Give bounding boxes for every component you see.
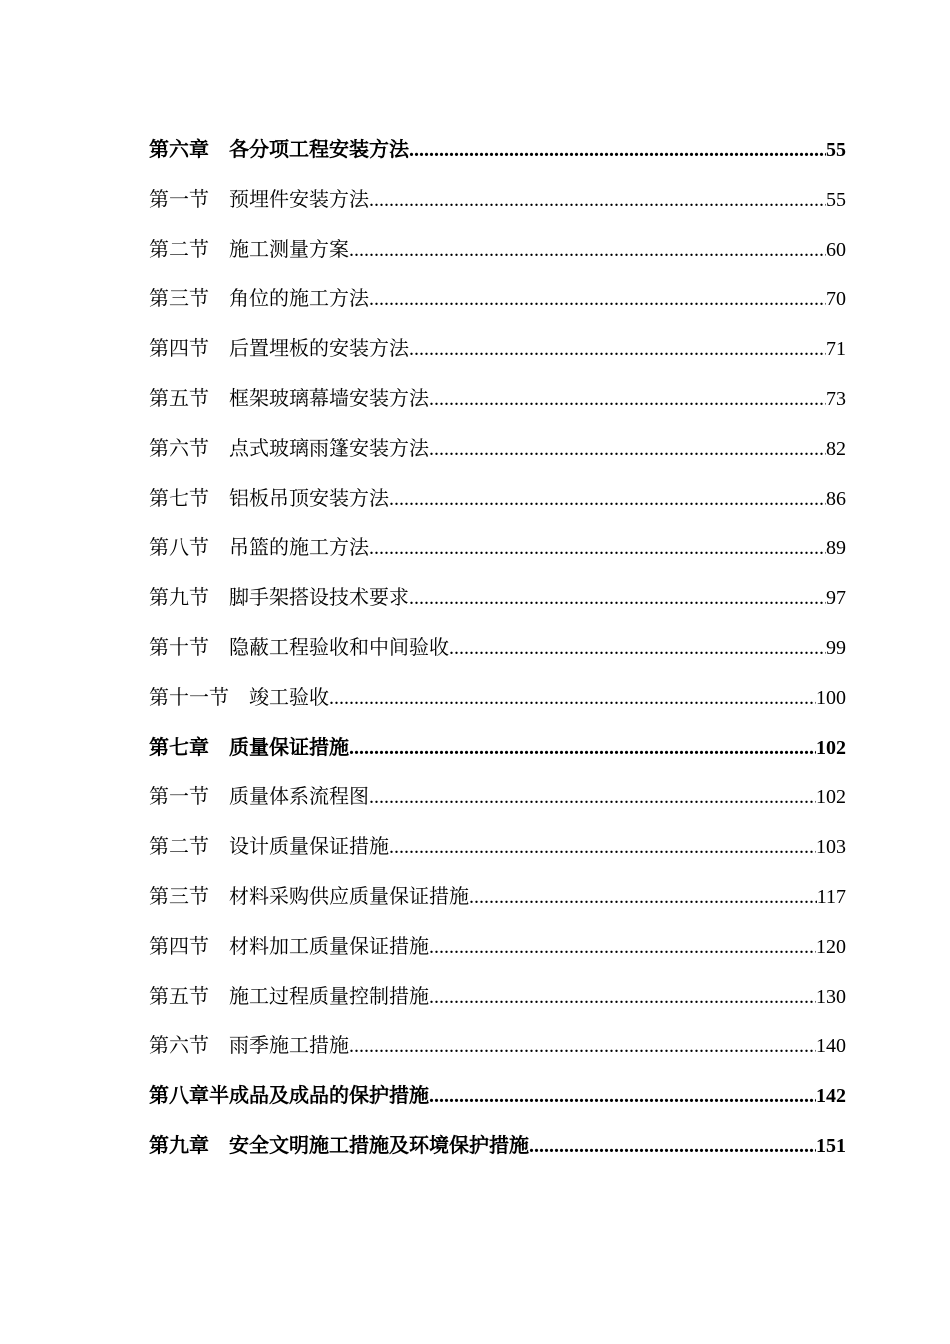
- toc-leader-dots: [409, 126, 826, 176]
- toc-label: 第七章: [149, 734, 209, 759]
- toc-separator: [209, 424, 229, 474]
- toc-title: 施工测量方案: [229, 236, 349, 261]
- toc-page-number: 151: [816, 1134, 846, 1157]
- toc-title: 质量体系流程图: [229, 784, 369, 809]
- toc-leader-dots: [369, 773, 816, 823]
- toc-title: 点式玻璃雨篷安装方法: [229, 435, 429, 460]
- toc-title: 质量保证措施: [229, 734, 349, 759]
- toc-label: 第四节: [149, 933, 209, 958]
- toc-section[interactable]: [149, 673, 846, 723]
- toc-title: 后置埋板的安装方法: [229, 336, 409, 361]
- toc-leader-dots: [429, 973, 816, 1023]
- toc-title: 角位的施工方法: [229, 286, 369, 311]
- toc-chapter-6[interactable]: [149, 125, 846, 175]
- toc-section[interactable]: [149, 922, 846, 972]
- toc-label: 第十节: [149, 634, 209, 659]
- toc-title: 预埋件安装方法: [229, 186, 369, 211]
- toc-title: 材料采购供应质量保证措施: [229, 883, 469, 908]
- toc-leader-dots: [349, 1022, 816, 1072]
- toc-leader-dots: [389, 823, 816, 873]
- toc-leader-dots: [429, 425, 826, 475]
- toc-separator: [209, 523, 229, 573]
- toc-separator: [209, 972, 229, 1022]
- toc-label: 第十一节: [149, 684, 229, 709]
- toc-separator: [209, 374, 229, 424]
- toc-title: 隐蔽工程验收和中间验收: [229, 634, 449, 659]
- toc-label: 第八节: [149, 535, 209, 560]
- toc-separator: [209, 623, 229, 673]
- toc-page-number: 55: [826, 139, 846, 161]
- toc-page-number: 120: [816, 935, 846, 958]
- toc-separator: [209, 573, 229, 623]
- toc-label: 第六章: [149, 137, 209, 161]
- toc-section[interactable]: [149, 225, 846, 275]
- toc-label: 第六节: [149, 1033, 209, 1058]
- toc-title: 材料加工质量保证措施: [229, 933, 429, 958]
- toc-title: 安全文明施工措施及环境保护措施: [229, 1132, 529, 1157]
- toc-label: 第一节: [149, 784, 209, 809]
- toc-page-number: 103: [816, 836, 846, 859]
- toc-section[interactable]: [149, 424, 846, 474]
- toc-page-number: 55: [826, 188, 846, 211]
- toc-chapter-7[interactable]: [149, 723, 846, 773]
- toc-label: 第九章: [149, 1132, 209, 1157]
- toc-page-number: 100: [816, 686, 846, 709]
- toc-title: 脚手架搭设技术要求: [229, 585, 409, 610]
- toc-leader-dots: [529, 1122, 816, 1172]
- toc-leader-dots: [449, 624, 826, 674]
- toc-section[interactable]: [149, 573, 846, 623]
- toc-label: 第二节: [149, 834, 209, 859]
- toc-label: 第三节: [149, 883, 209, 908]
- toc-section[interactable]: [149, 822, 846, 872]
- toc-title: 框架玻璃幕墙安装方法: [229, 385, 429, 410]
- toc-section[interactable]: [149, 175, 846, 225]
- toc-label: 第七节: [149, 485, 209, 510]
- toc-label: 第三节: [149, 286, 209, 311]
- toc-leader-dots: [429, 923, 816, 973]
- toc-leader-dots: [349, 724, 816, 774]
- toc-page-number: 70: [826, 288, 846, 311]
- toc-title: 铝板吊顶安装方法: [229, 485, 389, 510]
- toc-separator: [209, 723, 229, 773]
- toc-label: 第六节: [149, 435, 209, 460]
- toc-separator: [209, 274, 229, 324]
- toc-leader-dots: [369, 524, 826, 574]
- toc-title: 各分项工程安装方法: [229, 137, 409, 161]
- toc-label: 第五节: [149, 385, 209, 410]
- toc-section[interactable]: [149, 623, 846, 673]
- toc-section[interactable]: [149, 274, 846, 324]
- toc-page-number: 102: [816, 786, 846, 809]
- toc-leader-dots: [409, 325, 826, 375]
- toc-leader-dots: [369, 275, 826, 325]
- toc-page-number: 117: [816, 885, 846, 908]
- toc-section[interactable]: [149, 474, 846, 524]
- toc-section[interactable]: [149, 872, 846, 922]
- toc-separator: [209, 225, 229, 275]
- toc-leader-dots: [369, 176, 826, 226]
- toc-section[interactable]: [149, 1021, 846, 1071]
- toc-section[interactable]: [149, 324, 846, 374]
- toc-title: 半成品及成品的保护措施: [209, 1083, 429, 1108]
- toc-separator: [209, 175, 229, 225]
- toc-title: 设计质量保证措施: [229, 834, 389, 859]
- toc-page-number: 89: [826, 537, 846, 560]
- toc-page-number: 60: [826, 238, 846, 261]
- toc-separator: [209, 324, 229, 374]
- toc-label: 第八章: [149, 1083, 209, 1108]
- toc-section[interactable]: [149, 772, 846, 822]
- toc-leader-dots: [469, 873, 817, 923]
- toc-section[interactable]: [149, 374, 846, 424]
- toc-separator: [209, 922, 229, 972]
- toc-label: 第四节: [149, 336, 209, 361]
- toc-separator: [209, 125, 229, 175]
- toc-leader-dots: [429, 1072, 816, 1122]
- toc-page-number: 130: [816, 985, 846, 1008]
- toc-leader-dots: [409, 574, 826, 624]
- toc-page-number: 71: [826, 338, 846, 361]
- toc-label: 第一节: [149, 186, 209, 211]
- toc-section[interactable]: [149, 523, 846, 573]
- toc-chapter-9[interactable]: [149, 1121, 846, 1171]
- toc-title: 吊篮的施工方法: [229, 535, 369, 560]
- table-of-contents: [149, 125, 846, 1171]
- toc-leader-dots: [349, 226, 826, 276]
- toc-section[interactable]: [149, 972, 846, 1022]
- toc-page-number: 97: [826, 587, 846, 610]
- toc-separator: [229, 673, 249, 723]
- toc-page-number: 73: [826, 387, 846, 410]
- toc-label: 第二节: [149, 236, 209, 261]
- toc-separator: [209, 1121, 229, 1171]
- toc-page-number: 102: [816, 736, 846, 759]
- toc-page-number: 142: [816, 1085, 846, 1108]
- toc-title: 竣工验收: [249, 684, 329, 709]
- toc-label: 第九节: [149, 585, 209, 610]
- toc-separator: [209, 474, 229, 524]
- toc-separator: [209, 822, 229, 872]
- toc-page-number: 140: [816, 1035, 846, 1058]
- toc-leader-dots: [329, 674, 816, 724]
- toc-title: 雨季施工措施: [229, 1033, 349, 1058]
- toc-page-number: 86: [826, 487, 846, 510]
- toc-separator: [209, 872, 229, 922]
- toc-title: 施工过程质量控制措施: [229, 983, 429, 1008]
- toc-page-number: 99: [826, 636, 846, 659]
- toc-chapter-8[interactable]: [149, 1071, 846, 1121]
- toc-leader-dots: [429, 375, 826, 425]
- toc-label: 第五节: [149, 983, 209, 1008]
- toc-separator: [209, 1021, 229, 1071]
- toc-separator: [209, 772, 229, 822]
- toc-page-number: 82: [826, 437, 846, 460]
- toc-leader-dots: [389, 475, 826, 525]
